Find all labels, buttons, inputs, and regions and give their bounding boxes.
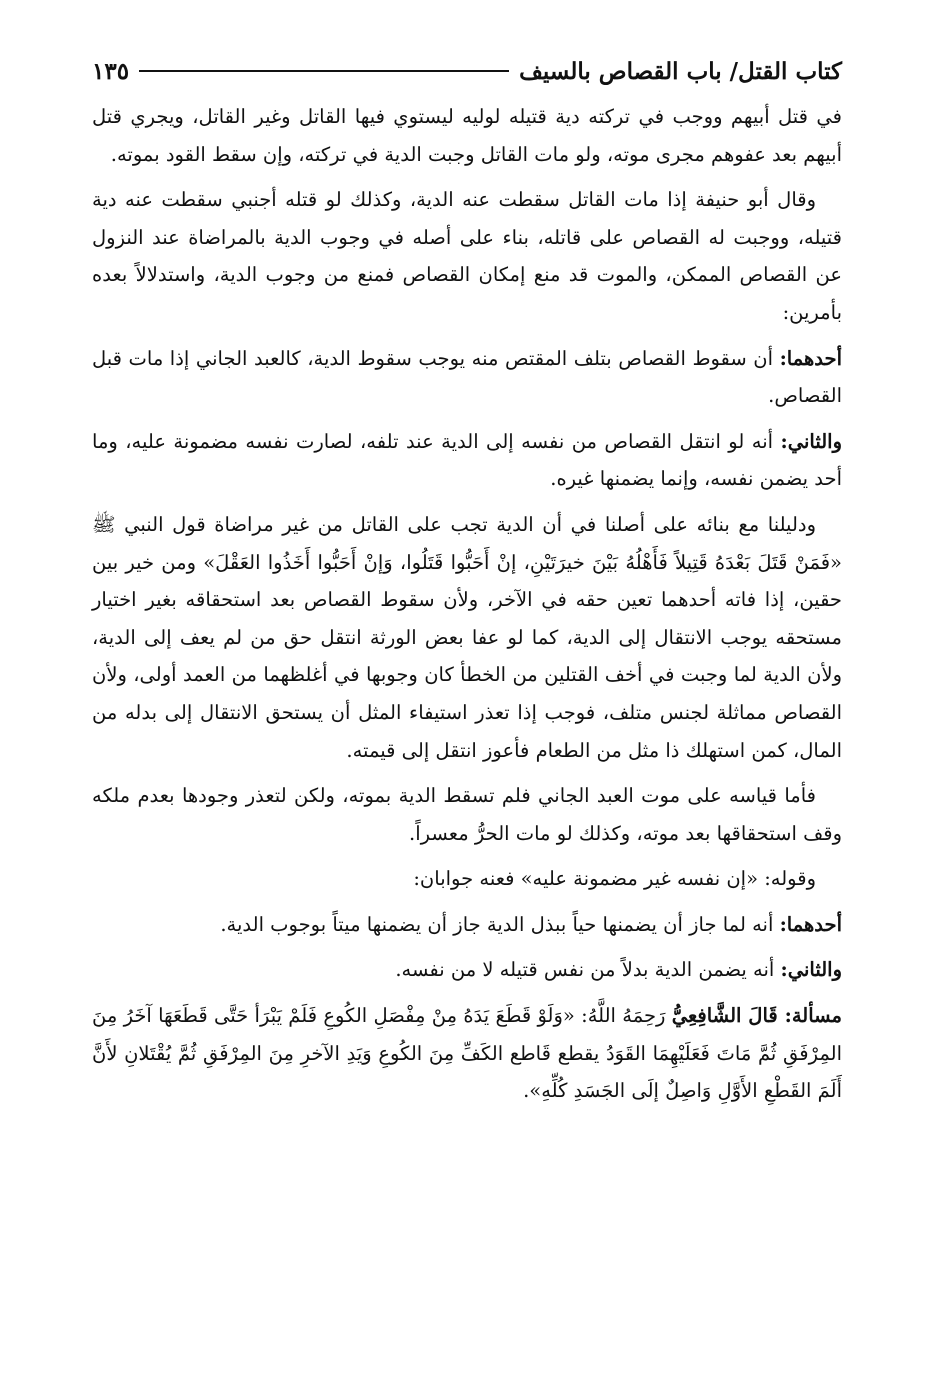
paragraph xyxy=(92,860,842,898)
paragraph-lead: أحدهما: xyxy=(779,346,842,370)
running-title: كتاب القتل/ باب القصاص بالسيف xyxy=(519,57,842,85)
paragraph xyxy=(92,98,842,173)
header-rule xyxy=(139,70,509,72)
paragraph-text: فأما قياسه على موت العبد الجاني فلم تسقط الدية بموته، ولكن لتعذر وجودها بعدم ملكه وقف استحقاقها بعد موته، وكذلك لو مات الحرُّ معسراً. xyxy=(92,784,842,845)
paragraph-text: وقال أبو حنيفة إذا مات القاتل سقطت عنه الدية، وكذلك لو قتله أجنبي سقطت عنه دية قتيله، ووجبت له القصاص على قاتله، بناء على أصله في وجوب الدية بالمراضاة عند النزول عن القصاص الممكن، والموت قد منع إمكان القصاص فمنع من وجوب الدية، واستدلالاً بعده بأمرين: xyxy=(92,188,842,324)
paragraph xyxy=(92,997,842,1110)
paragraph xyxy=(92,423,842,498)
paragraph-text: أنه لما جاز أن يضمنها حياً ببذل الدية جاز أن يضمنها ميتاً بوجوب الدية. xyxy=(220,912,780,936)
paragraph xyxy=(92,181,842,331)
paragraph-text: ودليلنا مع بنائه على أصلنا في أن الدية تجب على القاتل من غير مراضاة قول النبي ﷺ «فَمَنْ قَتَلَ بَعْدَهُ قَتِيلاً فَأَهْلُهُ بَيْنَ خيرَتَيْنِ، إنْ أَحَبُّوا قَتَلُوا، وَإنْ أَحَبُّوا أَخَذُوا العَقْلَ» ومن خير بين حقين، إذا فاته أحدهما تعين حقه في الآخر، ولأن سقوط القصاص بعد استحقاقه بغير اختيار مستحقه يوجب الانتقال إلى الدية، كما لو عفا بعض الورثة انتقل حق من لم يعف إلى الدية، ولأن الدية لما وجبت في أخف القتلين من الخطأ كان وجوبها في أغلظهما من العمد أولى، ولأن القصاص مماثلة لجنس متلف، فوجب إذا تعذر استيفاء المثل أن يستحق الانتقال إلى بدله من المال، كمن استهلك ذا مثل من الطعام فأعوز انتقل إلى قيمته. xyxy=(92,512,842,762)
page-body xyxy=(92,98,842,1118)
paragraph-lead: والثاني: xyxy=(780,958,842,982)
paragraph-text: أنه لو انتقل القصاص من نفسه إلى الدية عند تلفه، لصارت نفسه مضمونة عليه، وما أحد يضمن نفسه، وإنما يضمنها غيره. xyxy=(92,429,842,491)
paragraph-text: أنه يضمن الدية بدلاً من نفس قتيله لا من نفسه. xyxy=(395,958,781,982)
paragraph xyxy=(92,340,842,415)
paragraph-lead: أحدهما: xyxy=(779,912,842,936)
paragraph xyxy=(92,951,842,989)
page-number: ١٣٥ xyxy=(92,57,130,85)
paragraph-text: رَحِمَهُ اللَّهُ: «وَلَوْ قَطَعَ يَدَهُ مِنْ مِفْصَلِ الكُوعِ فَلَمْ يَبْرَأ حَتَّى قَطَعَهَا آخَرُ مِنَ المِرْفَقِ ثُمَّ مَاتَ فَعَلَيْهِمَا القَوَدُ يقطع قَاطع الكَفِّ مِنَ الكُوعِ وَيَدِ الآخرِ مِنَ المِرْفَقِ ثُمَّ يُقْتَلانِ لأَنَّ أَلَمَ القَطْعِ الأَوَّلِ وَاصِلٌ إلَى الجَسَدِ كُلِّهِ». xyxy=(92,1004,842,1103)
paragraph xyxy=(92,506,842,769)
paragraph-lead: مسألة: قَالَ الشَّافِعِيُّ xyxy=(671,1004,842,1028)
paragraph-text: وقوله: «إن نفسه غير مضمونة عليه» فعنه جوابان: xyxy=(413,867,816,891)
paragraph xyxy=(92,906,842,944)
paragraph-lead: والثاني: xyxy=(780,429,842,453)
paragraph xyxy=(92,777,842,852)
page-header xyxy=(92,54,842,88)
paragraph-text: في قتل أبيهم ووجب في تركته دية قتيله لوليه ليستوي فيها القاتل وغير القاتل، ويجري قتل أبيهم بعد عفوهم مجرى موته، ولو مات القاتل وجبت الدية في تركته، وإن سقط القود بموته. xyxy=(92,105,842,166)
paragraph-text: أن سقوط القصاص بتلف المقتص منه يوجب سقوط الدية، كالعبد الجاني إذا مات قبل القصاص. xyxy=(92,346,842,408)
